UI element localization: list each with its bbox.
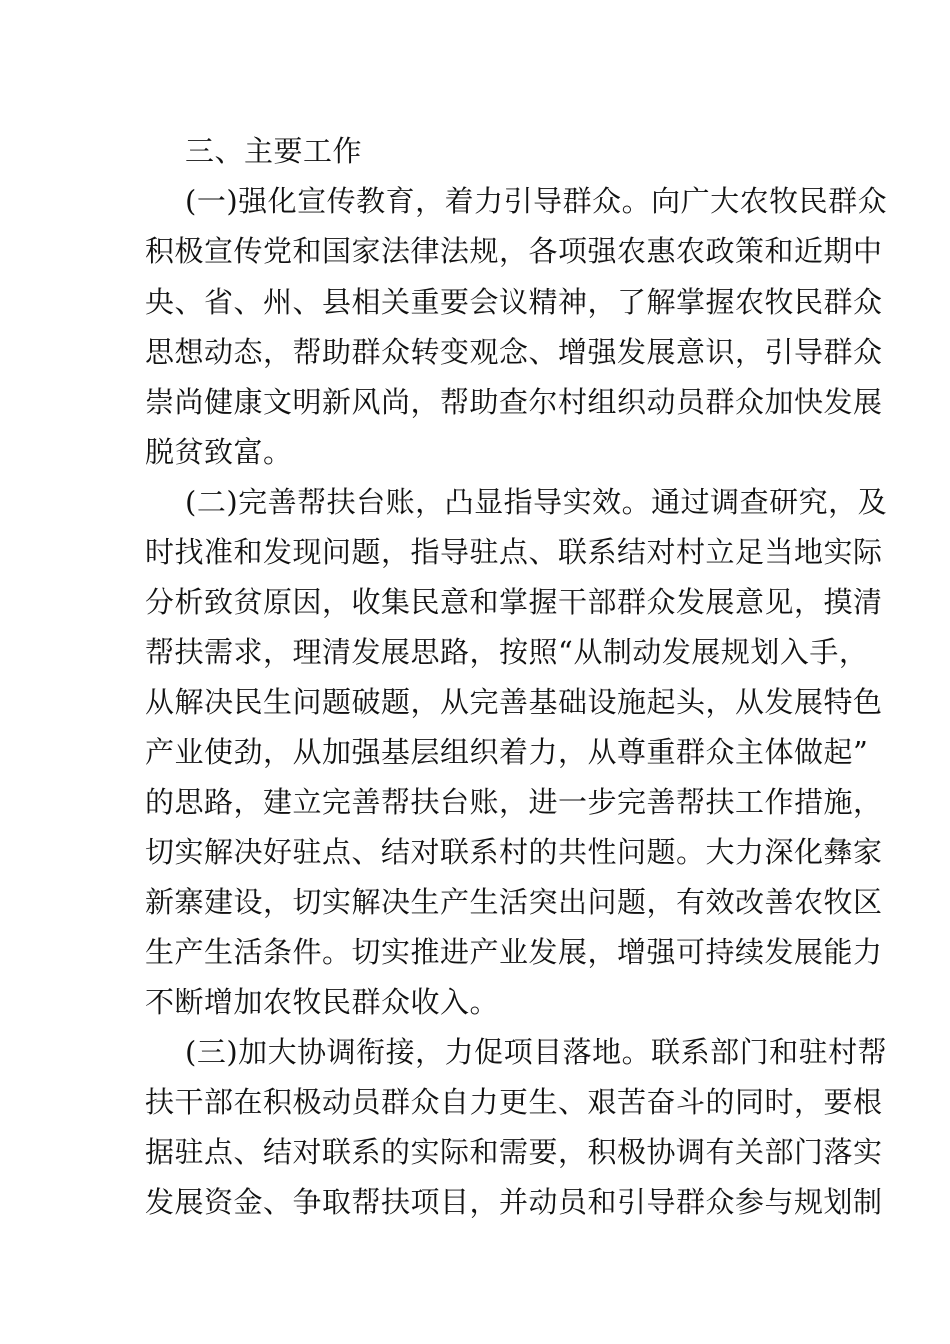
- paragraph-3-line-3: 据驻点、结对联系的实际和需要，积极协调有关部门落实: [145, 1135, 883, 1169]
- paragraph-2-line-2: 时找准和发现问题，指导驻点、联系结对村立足当地实际: [145, 535, 883, 569]
- paragraph-1-line-4: 思想动态，帮助群众转变观念、增强发展意识，引导群众: [145, 335, 883, 369]
- paragraph-2-line-3: 分析致贫原因，收集民意和掌握干部群众发展意见，摸清: [145, 585, 883, 619]
- paragraph-3-line-1: (三)加大协调衔接，力促项目落地。联系部门和驻村帮: [185, 1035, 888, 1069]
- paragraph-1-line-3: 央、省、州、县相关重要会议精神，了解掌握农牧民群众: [145, 285, 883, 319]
- paragraph-2-line-11: 不断增加农牧民群众收入。: [145, 985, 500, 1019]
- paragraph-1-line-6: 脱贫致富。: [145, 435, 293, 469]
- paragraph-2-line-1: (二)完善帮扶台账，凸显指导实效。通过调查研究，及: [185, 485, 888, 519]
- paragraph-1-line-5: 崇尚健康文明新风尚，帮助查尔村组织动员群众加快发展: [145, 385, 883, 419]
- paragraph-2-line-6: 产业使劲，从加强基层组织着力，从尊重群众主体做起”: [145, 735, 869, 769]
- paragraph-2-line-8: 切实解决好驻点、结对联系村的共性问题。大力深化彝家: [145, 835, 883, 869]
- paragraph-1-line-1: (一)强化宣传教育，着力引导群众。向广大农牧民群众: [185, 184, 888, 218]
- paragraph-1-line-2: 积极宣传党和国家法律法规，各项强农惠农政策和近期中: [145, 234, 883, 268]
- paragraph-2-line-10: 生产生活条件。切实推进产业发展，增强可持续发展能力: [145, 935, 883, 969]
- section-heading: 三、主要工作: [185, 134, 363, 168]
- paragraph-2-line-4: 帮扶需求，理清发展思路，按照“从制动发展规划入手，: [145, 635, 869, 669]
- paragraph-2-line-5: 从解决民生问题破题，从完善基础设施起头，从发展特色: [145, 685, 883, 719]
- paragraph-3-line-4: 发展资金、争取帮扶项目，并动员和引导群众参与规划制: [145, 1185, 883, 1219]
- paragraph-3-line-2: 扶干部在积极动员群众自力更生、艰苦奋斗的同时，要根: [145, 1085, 883, 1119]
- paragraph-2-line-9: 新寨建设，切实解决生产生活突出问题，有效改善农牧区: [145, 885, 883, 919]
- paragraph-2-line-7: 的思路，建立完善帮扶台账，进一步完善帮扶工作措施，: [145, 785, 883, 819]
